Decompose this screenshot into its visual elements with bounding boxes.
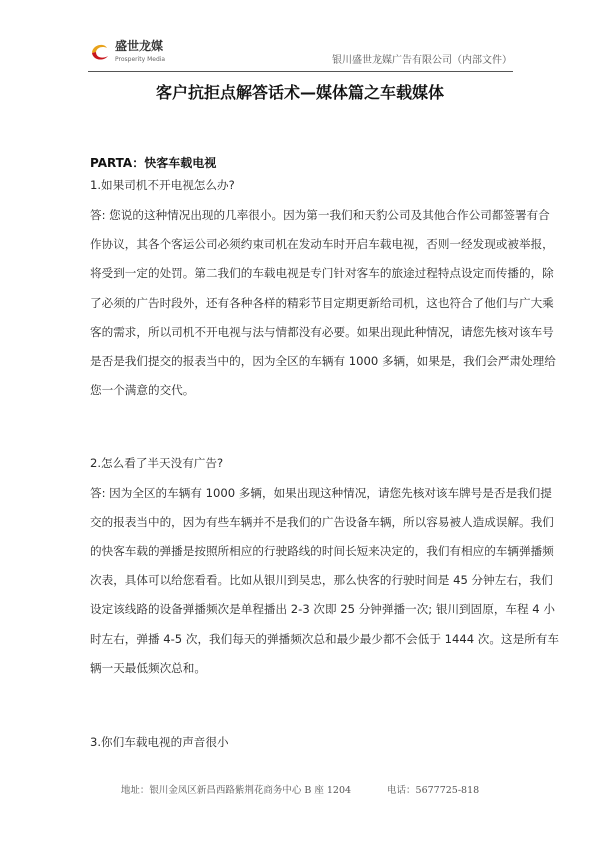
section-heading: PARTA：快客车载电视 xyxy=(90,156,217,170)
header-divider xyxy=(88,71,513,72)
page-footer xyxy=(0,784,600,798)
logo-name-cn: 盛世龙媒 xyxy=(115,39,164,53)
company-header: 银川盛世龙媒广告有限公司（内部文件） xyxy=(332,55,512,66)
document-title: 客户抗拒点解答话术—媒体篇之车载媒体 xyxy=(155,83,444,102)
logo-name-en: Prosperity Media xyxy=(115,56,166,63)
answer-2-line: 辆一天最低频次总和。 xyxy=(90,661,206,675)
answer-2-line: 时左右，弹播 4-5 次，我们每天的弹播频次总和最少最少都不会低于 1444 次。这是所有车 xyxy=(90,632,559,646)
answer-2-line: 答: 因为全区的车辆有 1000 多辆，如果出现这种情况，请您先核对该车牌号是否是我们提 xyxy=(90,486,552,500)
answer-1-line: 客的需求，所以司机不开电视与法与情都没有必要。如果出现此种情况，请您先核对该车号 xyxy=(90,325,554,339)
company-logo xyxy=(88,38,165,64)
answer-2-line: 的快客车载的弹播是按照所相应的行驶路线的时间长短来决定的，我们有相应的车辆弹播频 xyxy=(90,544,554,558)
question-1: 1.如果司机不开电视怎么办? xyxy=(90,178,235,192)
answer-1-line: 您一个满意的交代。 xyxy=(90,383,195,397)
answer-2-line: 次表，具体可以给您看看。比如从银川到吴忠，那么快客的行驶时间是 45 分钟左右，我们 xyxy=(90,573,553,587)
question-3: 3.你们车载电视的声音很小 xyxy=(90,735,229,749)
answer-1-line: 作协议，其各个客运公司必须约束司机在发动车时开启车载电视，否则一经发现或被举报， xyxy=(90,237,554,251)
answer-1-line: 将受到一定的处罚。第二我们的车载电视是专门针对客车的旅途过程特点设定而传播的，除 xyxy=(90,266,554,280)
logo-icon xyxy=(88,39,112,63)
answer-1-line: 答: 您说的这种情况出现的几率很小。因为第一我们和天豹公司及其他合作公司都签署有合 xyxy=(90,208,550,222)
footer-address: 地址：银川金凤区新昌西路紫荆花商务中心 B 座 1204 xyxy=(120,785,352,796)
answer-1-line: 了必须的广告时段外，还有各种各样的精彩节目定期更新给司机，这也符合了他们与广大乘 xyxy=(90,296,554,310)
footer-phone: 电话：5677725-818 xyxy=(387,785,480,796)
question-2: 2.怎么看了半天没有广告? xyxy=(90,456,224,470)
answer-2-line: 设定该线路的设备弹播频次是单程播出 2-3 次即 25 分钟弹播一次; 银川到固原，车程 4 小 xyxy=(90,602,555,616)
answer-1-line: 是否是我们提交的报表当中的，因为全区的车辆有 1000 多辆，如果是，我们会严肃处理给 xyxy=(90,354,556,368)
answer-2-line: 交的报表当中的，因为有些车辆并不是我们的广告设备车辆，所以容易被人造成误解。我们 xyxy=(90,515,554,529)
